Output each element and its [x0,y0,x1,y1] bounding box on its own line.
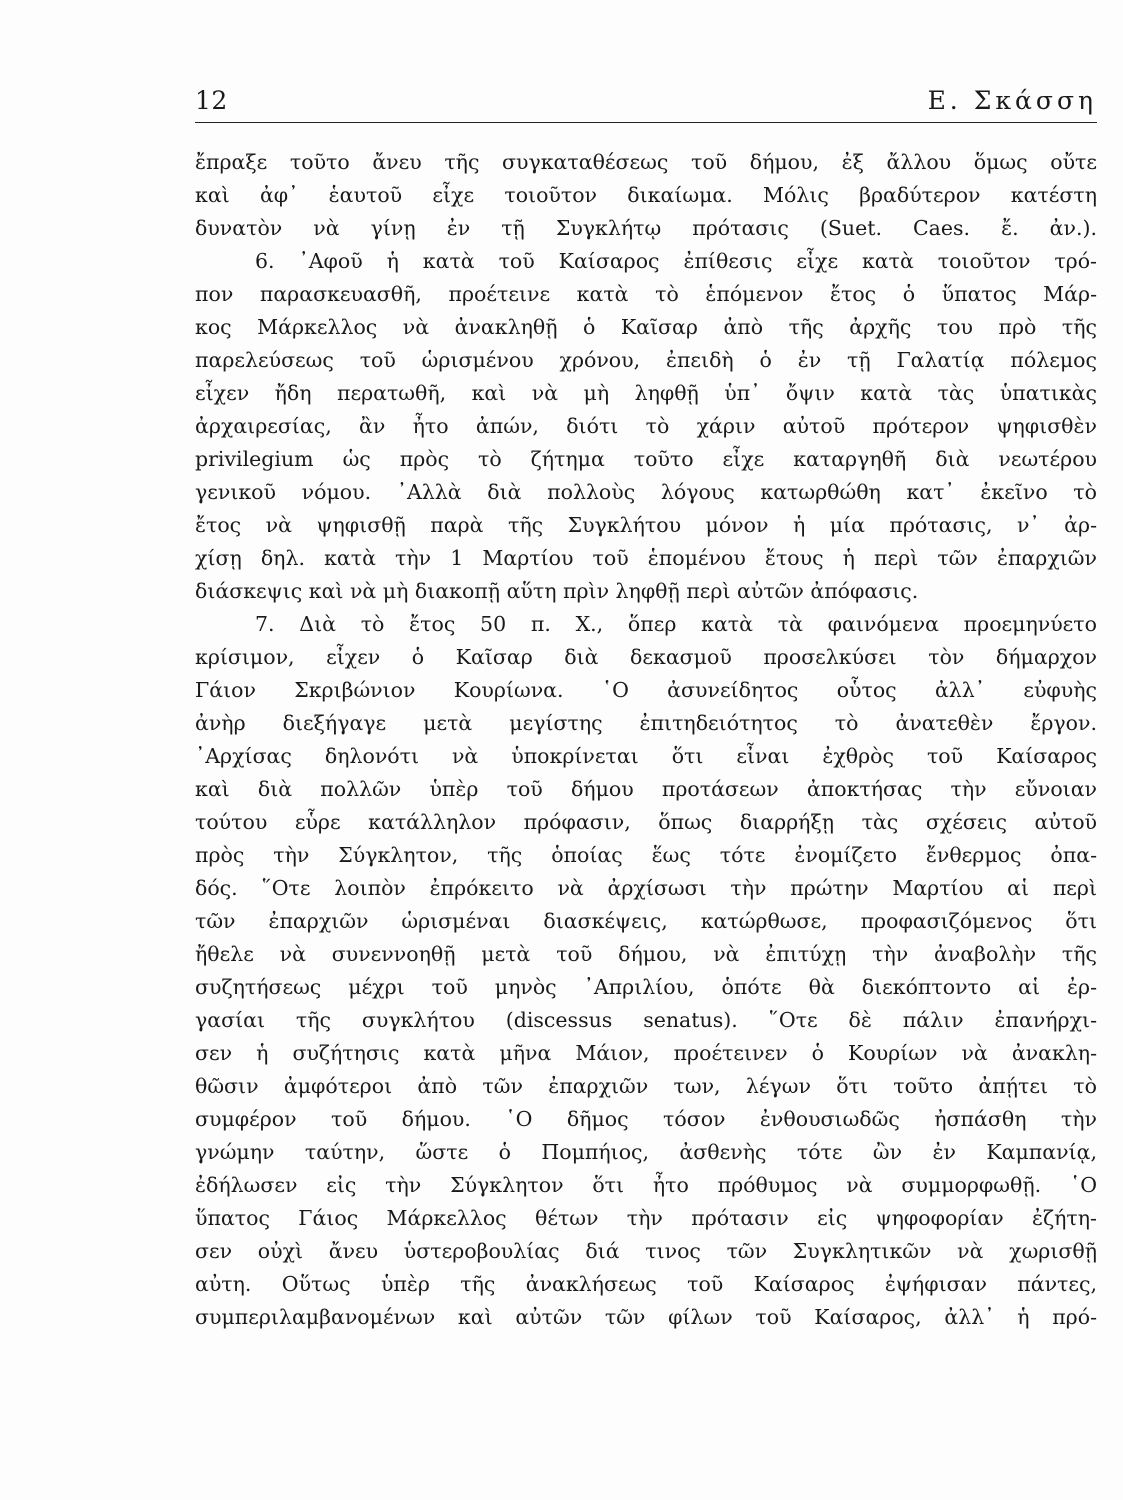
text-line: γνώμην ταύτην, ὥστε ὁ Πομπήιος, ἀσθενὴς τότε ὢν ἐν Καμπανίᾳ, [195,1140,1097,1164]
text-line: χίσῃ δηλ. κατὰ τὴν 1 Μαρτίου τοῦ ἑπομένου ἔτους ἡ περὶ τῶν ἐπαρχιῶν [195,546,1097,570]
text-line: ἀρχαιρεσίας, ἂν ἦτο ἀπών, διότι τὸ χάριν αὐτοῦ πρότερον ψηφισθὲν [195,414,1097,438]
text-line: εἶχεν ἤδη περατωθῆ, καὶ νὰ μὴ ληφθῇ ὑπ᾽ ὄψιν κατὰ τὰς ὑπατικὰς [195,381,1097,405]
text-line: ᾽Αρχίσας δηλονότι νὰ ὑποκρίνεται ὅτι εἶναι ἐχθρὸς τοῦ Καίσαρος [195,744,1097,768]
running-head: Ε. Σκάσση [927,86,1097,115]
text-line: καὶ ἀφ᾽ ἑαυτοῦ εἶχε τοιοῦτον δικαίωμα. Μόλις βραδύτερον κατέστη [195,183,1097,207]
text-line: ἤθελε νὰ συνεννοηθῇ μετὰ τοῦ δήμου, νὰ ἐπιτύχῃ τὴν ἀναβολὴν τῆς [195,942,1097,966]
text-line: σεν οὐχὶ ἄνευ ὑστεροβουλίας διά τινος τῶν Συγκλητικῶν νὰ χωρισθῇ [195,1239,1097,1263]
text-line: παρελεύσεως τοῦ ὡρισμένου χρόνου, ἐπειδὴ ὁ ἐν τῇ Γαλατίᾳ πόλεμος [195,348,1097,372]
text-line: γασίαι τῆς συγκλήτου (discessus senatus). ῞Οτε δὲ πάλιν ἐπανήρχι- [195,1008,1097,1032]
text-line: δός. ῞Οτε λοιπὸν ἐπρόκειτο νὰ ἀρχίσωσι τὴν πρώτην Μαρτίου αἱ περὶ [195,876,1097,900]
text-line: πρὸς τὴν Σύγκλητον, τῆς ὁποίας ἕως τότε ἐνομίζετο ἔνθερμος ὀπα- [195,843,1097,867]
text-line: σεν ἡ συζήτησις κατὰ μῆνα Μάιον, προέτεινεν ὁ Κουρίων νὰ ἀνακλη- [195,1041,1097,1065]
text-line: διάσκεψις καὶ νὰ μὴ διακοπῇ αὕτη πρὶν ληφθῇ περὶ αὐτῶν ἀπόφασις. [195,579,919,603]
page-header [195,86,1097,123]
text-line: 6. ᾽Αφοῦ ἡ κατὰ τοῦ Καίσαρος ἐπίθεσις εἶχε κατὰ τοιοῦτον τρό- [255,249,1097,273]
text-line: privilegium ὡς πρὸς τὸ ζήτημα τοῦτο εἶχε καταργηθῆ διὰ νεωτέρου [195,447,1097,471]
text-line: τούτου εὗρε κατάλληλον πρόφασιν, ὅπως διαρρήξῃ τὰς σχέσεις αὐτοῦ [195,810,1097,834]
body-text [195,146,1097,1334]
text-line: κρίσιμον, εἶχεν ὁ Καῖσαρ διὰ δεκασμοῦ προσελκύσει τὸν δήμαρχον [195,645,1097,669]
text-line: πον παρασκευασθῆ, προέτεινε κατὰ τὸ ἑπόμενον ἔτος ὁ ὕπατος Μάρ- [195,282,1097,306]
text-line: Γάιον Σκριβώνιον Κουρίωνα. ῾Ο ἀσυνείδητος οὗτος ἀλλ᾽ εὐφυὴς [195,678,1097,702]
page-number: 12 [195,86,228,115]
text-line: ὕπατος Γάιος Μάρκελλος θέτων τὴν πρότασιν εἰς ψηφοφορίαν ἐζήτη- [195,1206,1097,1230]
text-line: 7. Διὰ τὸ ἔτος 50 π. Χ., ὅπερ κατὰ τὰ φαινόμενα προεμηνύετο [255,612,1097,636]
text-line: συμφέρον τοῦ δήμου. ῾Ο δῆμος τόσον ἐνθουσιωδῶς ἠσπάσθη τὴν [195,1107,1097,1131]
text-line: κος Μάρκελλος νὰ ἀνακληθῇ ὁ Καῖσαρ ἀπὸ τῆς ἀρχῆς του πρὸ τῆς [195,315,1097,339]
text-line: καὶ διὰ πολλῶν ὑπὲρ τοῦ δήμου προτάσεων ἀποκτήσας τὴν εὔνοιαν [195,777,1097,801]
text-line: ἔτος νὰ ψηφισθῇ παρὰ τῆς Συγκλήτου μόνον ἡ μία πρότασις, ν᾽ ἀρ- [195,513,1097,537]
text-line: ἔπραξε τοῦτο ἄνευ τῆς συγκαταθέσεως τοῦ δήμου, ἐξ ἄλλου ὅμως οὔτε [195,150,1097,174]
text-line: ἀνὴρ διεξήγαγε μετὰ μεγίστης ἐπιτηδειότητος τὸ ἀνατεθὲν ἔργον. [195,711,1097,735]
text-line: συμπεριλαμβανομένων καὶ αὐτῶν τῶν φίλων τοῦ Καίσαρος, ἀλλ᾽ ἡ πρό- [195,1305,1097,1329]
text-line: ἐδήλωσεν εἰς τὴν Σύγκλητον ὅτι ἦτο πρόθυμος νὰ συμμορφωθῇ. ῾Ο [195,1173,1097,1197]
text-line: συζητήσεως μέχρι τοῦ μηνὸς ᾽Απριλίου, ὁπότε θὰ διεκόπτοντο αἱ ἐρ- [195,975,1097,999]
text-line: τῶν ἐπαρχιῶν ὡρισμέναι διασκέψεις, κατώρθωσε, προφασιζόμενος ὅτι [195,909,1097,933]
text-line: θῶσιν ἀμφότεροι ἀπὸ τῶν ἐπαρχιῶν των, λέγων ὅτι τοῦτο ἀπῄτει τὸ [195,1074,1097,1098]
text-line: γενικοῦ νόμου. ᾽Αλλὰ διὰ πολλοὺς λόγους κατωρθώθη κατ᾽ ἐκεῖνο τὸ [195,480,1097,504]
text-line: δυνατὸν νὰ γίνῃ ἐν τῇ Συγκλήτῳ πρότασις (Suet. Caes. ἔ. ἀν.). [195,216,1097,240]
text-line: αὐτη. Οὕτως ὑπὲρ τῆς ἀνακλήσεως τοῦ Καίσαρος ἐψήφισαν πάντες, [195,1272,1097,1296]
